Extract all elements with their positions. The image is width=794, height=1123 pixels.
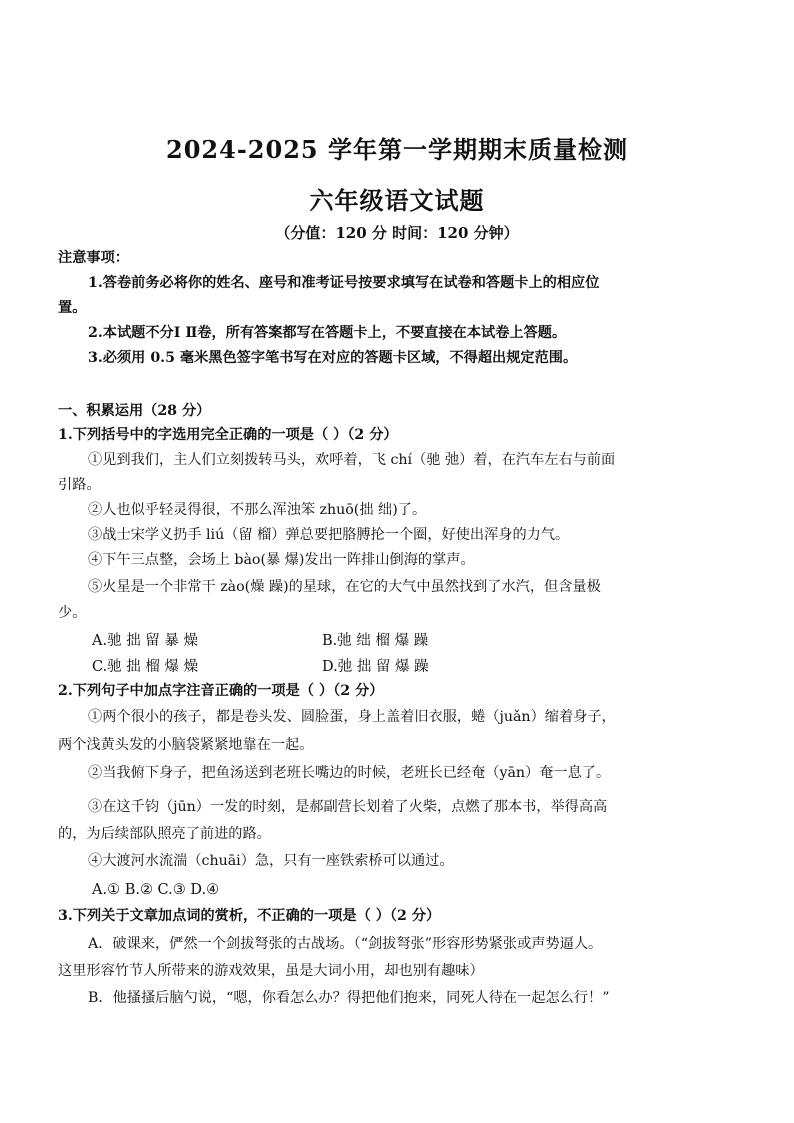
question-1-option-c: C.驰 拙 榴 爆 燥 (92, 659, 199, 675)
question-2-options: A.① B.② C.③ D.④ (92, 882, 220, 898)
question-1-line: ⑤火星是一个非常干 zào(燥 躁)的星球，在它的大气中虽然找到了水汽，但含量极 (88, 579, 601, 595)
notice-heading: 注意事项： (58, 250, 129, 266)
section-heading: 一、积累运用（28 分） (58, 403, 211, 419)
question-1-line: ③战士宋学义扔手 liú（留 榴）弹总要把胳膊抡一个圈，好使出浑身的力气。 (88, 527, 570, 543)
question-1-option-d: D.弛 拙 留 爆 躁 (322, 659, 429, 675)
question-2-line: ①两个很小的孩子，都是卷头发、圆脸蛋，身上盖着旧衣服，蜷（juǎn）缩着身子， (88, 709, 616, 725)
question-3-line: B．他搔搔后脑勺说，“嗯，你看怎么办？得把他们抱来，同死人待在一起怎么行！” (88, 990, 610, 1006)
exam-subtitle: 六年级语文试题 (309, 186, 485, 215)
question-1-option-a: A.驰 拙 留 暴 燥 (92, 633, 199, 649)
question-2-line: 的，为后续部队照亮了前进的路。 (58, 826, 271, 842)
question-1-line: 引路。 (58, 477, 101, 493)
question-2-line: ④大渡河水流湍（chuāi）急，只有一座铁索桥可以通过。 (88, 853, 454, 869)
question-3-line: A．破课来，俨然一个剑拔弩张的古战场。（“剑拔弩张”形容形势紧张或声势逼人。 (88, 936, 603, 952)
notice-item: 置。 (58, 300, 87, 316)
exam-title: 2024-2025 学年第一学期期末质量检测 (166, 135, 628, 164)
exam-info: （分值：120 分 时间：120 分钟） (275, 224, 519, 242)
question-1-stem: 1.下列括号中的字选用完全正确的一项是（ ）（2 分） (58, 427, 398, 443)
question-1-line: ④下午三点整，会场上 bào(暴 爆)发出一阵排山倒海的掌声。 (88, 552, 475, 568)
question-1-option-b: B.弛 绌 榴 爆 躁 (322, 633, 429, 649)
question-2-line: 两个浅黄头发的小脑袋紧紧地靠在一起。 (58, 737, 314, 753)
question-1-line: ②人也似乎轻灵得很，不那么浑浊笨 zhuō(拙 绌)了。 (88, 502, 427, 518)
question-2-line: ③在这千钧（jūn）一发的时刻，是郝副营长划着了火柴，点燃了那本书，举得高高 (88, 799, 608, 815)
notice-item: 3.必须用 0.5 毫米黑色签字笔书写在对应的答题卡区域，不得超出规定范围。 (88, 350, 578, 366)
question-1-line: 少。 (58, 605, 87, 621)
question-3-stem: 3.下列关于文章加点词的赏析，不正确的一项是（ ）（2 分） (58, 908, 441, 924)
notice-item: 2.本试题不分Ⅰ Ⅱ卷，所有答案都写在答题卡上，不要直接在本试卷上答题。 (88, 325, 567, 341)
question-3-line: 这里形容竹节人所带来的游戏效果，虽是大词小用，却也别有趣味） (58, 963, 484, 979)
question-1-line: ①见到我们，主人们立刻拨转马头，欢呼着，飞 chí（驰 弛）着，在汽车左右与前面 (88, 452, 616, 468)
notice-item: 1.答卷前务必将你的姓名、座号和准考证号按要求填写在试卷和答题卡上的相应位 (88, 275, 600, 291)
question-2-line: ②当我俯下身子，把鱼汤送到老班长嘴边的时候，老班长已经奄（yān）奄一息了。 (88, 765, 611, 781)
question-2-stem: 2.下列句子中加点字注音正确的一项是（ ）（2 分） (58, 683, 384, 699)
